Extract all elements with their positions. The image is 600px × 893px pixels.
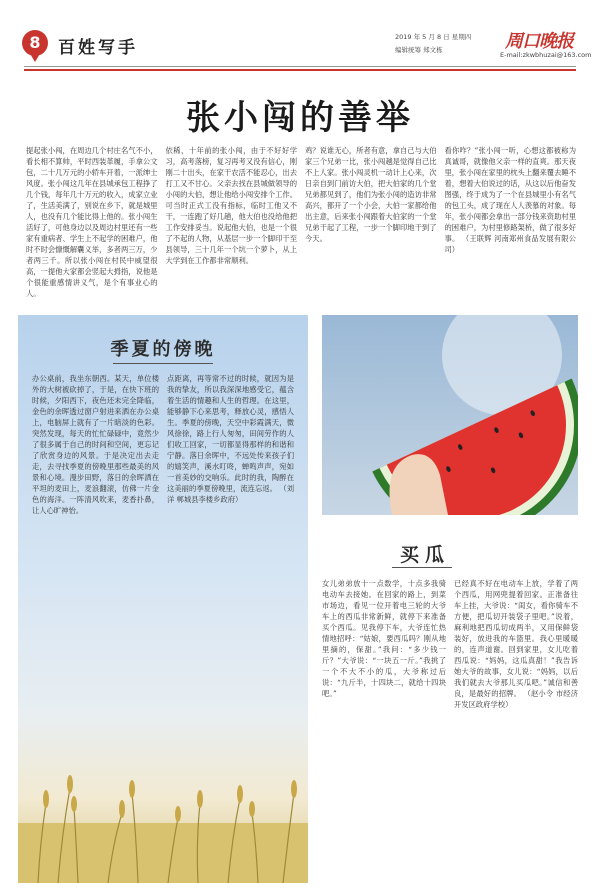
story-evening-body	[32, 373, 294, 516]
wheat-field-illustration	[18, 733, 308, 883]
story-melon-col-2-text: 已经真不好在电动车上放，学着了两个西瓜，用网兜提着回家。正准备往车上挂，大爷说：“闺女，看你骑车不方便，把瓜切开装袋子里吧。”说着，麻利地把西瓜切成两半，又用保鲜袋装好，放进我的车篮里。我心里暖暖的，连声道谢。回到家里，女儿吃着西瓜说：“妈妈，这瓜真甜！”我告诉她大爷的故事，女儿说：“妈妈，以后我们就去大爷那儿买瓜吧。”诚信和善良，是最好的招牌。	[454, 579, 578, 698]
story-main-col-4	[445, 145, 577, 300]
story-evening-col-2	[167, 373, 294, 516]
title-underline	[392, 567, 452, 568]
issue-date: 2019 年 5 月 8 日 星期四	[395, 33, 472, 41]
header-accent-divider	[24, 69, 576, 71]
section-title: 百姓写手	[58, 38, 138, 58]
story-melon-col-1: 女儿弟弟放十一点数学，十点多我骑电动车去接她。在回家的路上，到菜市场边，看见一位开着电三轮的大爷车上的西瓜非常新鲜，就停下来准备买个西瓜。见我停下车，大爷连忙热情地招呼：“姑娘，要西瓜吗？刚从地里摘的，保甜。”我问：“多少钱一斤？”大爷说：“一块五一斤。”我挑了一个不大不小的瓜，大爷称过后说：“九斤半，十四块二，就给十四块吧。”	[322, 579, 446, 698]
story-melon-body	[322, 578, 578, 710]
main-headline: 张小闯的善举	[186, 98, 414, 138]
story-main	[26, 145, 576, 300]
story-melon-col-2	[454, 578, 578, 710]
page-number-badge: 8	[22, 30, 48, 56]
story-main-col-2: 依稀，十年前的张小闯，由于不好好学习，高考落榜，复习再考又没有信心，刚刚二十出头，在家干农活不能忍心，出去打工又不甘心。父亲去找在县城做领导的小闯的大伯，想让他给小闯安排个工作。可当时正式工没有指标，临时工他又不干，一连跑了好几趟，他大伯也没给他把工作安排妥当。说起他大伯，也是一个很了不起的人物，从基层一步一个脚印干至县领导，三十几年一个坑一个萝卜，从上大学到在工作都非常顺利。	[165, 146, 297, 265]
issue-meta	[395, 32, 471, 54]
story-main-col-4-text: 看你咋？”张小闯一听，心想这都被称为真诚哥，就像他父亲一样的直爽。那天夜里，张小闯在家里的枕头上翻来覆去睡不着，想着大伯说过的话，从这以后他奋发图强，终于成为了一个在县城里小有名气的包工头，成了现在人人羡慕的对象。每年，张小闯都会拿出一部分钱来资助村里的困难户，为村里修路架桥，做了很多好事。	[444, 146, 576, 243]
watermelon-photo	[322, 315, 578, 515]
story-main-col-1: 提起张小闯，在周边几个村庄名气不小，看长相不算帅，平时西装革履，手拿公文包，二十几万元的小轿车开着，一派绅士风度。张小闯这几年在县城承包工程挣了几个钱，每年几十万元的收入，成家立业了，生活美满了，别说在乡下，就是城里人，也没有几个能比得上他的。张小闯生活好了，可他身边以及周边村里还有一些家有重病者、学生上不起学的困难户，他时不时会慷慨解囊义举，多者两三万，少者两三千。所以张小闯在村民中威望很高，一提他大家都会竖起大拇指，说他是个很能重感情讲义气，是个有事业心的人。	[26, 146, 158, 298]
story-evening-byline: （刘洋 郸城县李楼乡政府）	[167, 484, 295, 504]
newspaper-logo: 周口晚报	[505, 31, 573, 52]
story-evening-col-1: 办公桌前，我坐东朝西。某天，单位楼外的大树被砍掉了，于是，在快下班的时候，夕阳西下，夜色还未完全降临，金色的余晖透过窗户射进来洒在办公桌上，电脑屏上就有了一片暗淡的色彩。突然发现，每天的忙忙碌碌中，竟然少了很多属于自己的时间和空间，更忘记了欣赏身边的风景。于是决定出去走走，去寻找季夏的傍晚里那些最美的风景和心境。漫步田野，落日的余晖洒在平坦的麦田上，麦浪翻滚，仿佛一片金色的海洋。一阵清风吹来，麦香扑鼻，让人心旷神怡。	[32, 374, 159, 515]
page-header	[0, 0, 600, 70]
story-evening-title: 季夏的傍晚	[110, 339, 216, 360]
story-evening-col-2-text: 点距离，再等常不过的时候，就因为是我的挚友，所以我深深地感受它，蕴含着生活的情趣和人生的哲理。在这里，能够静下心来思考，释放心灵，感悟人生。季夏的傍晚，天空中彩霞满天，微风徐徐，路上行人匆匆，田间劳作的人们收工回家，一切都显得那样的和谐和宁静。落日余晖中，不远处传来孩子们的嬉笑声，溪水叮咚，蝉鸣声声，宛如一首美妙的交响乐。此时的我，陶醉在这美丽的季夏傍晚里，流连忘返。	[167, 374, 294, 493]
story-melon-title: 买瓜	[400, 544, 451, 566]
story-main-byline: （王联辉 河南郑州食品发展有限公司）	[444, 234, 576, 254]
issue-editor: 编辑统筹 郑文栋	[395, 46, 443, 54]
contact-email: E-mail:zkwbhuzai@163.com	[500, 51, 592, 59]
header-divider	[24, 66, 576, 67]
watermelon-illustration	[322, 315, 578, 515]
story-main-col-3: 鸡？说谁无心，所者有意，拿自己与大伯家三个兄弟一比，张小闯越是觉得自己比不上人家。张小闯灵机一动计上心来，次日亲自到门前访大伯，把大伯家的几个堂兄弟都见到了，他们为张小闯的造访非常高兴，都开了一个小会，大伯一家都给他出主意，后来张小闯跟着大伯家的一个堂兄弟干起了工程，一步一个脚印地干到了今天。	[305, 146, 437, 243]
story-evening-panel	[18, 315, 308, 883]
story-melon-byline: （赵小令 市经济开发区政府学校）	[454, 689, 578, 709]
title-underline	[113, 363, 213, 364]
